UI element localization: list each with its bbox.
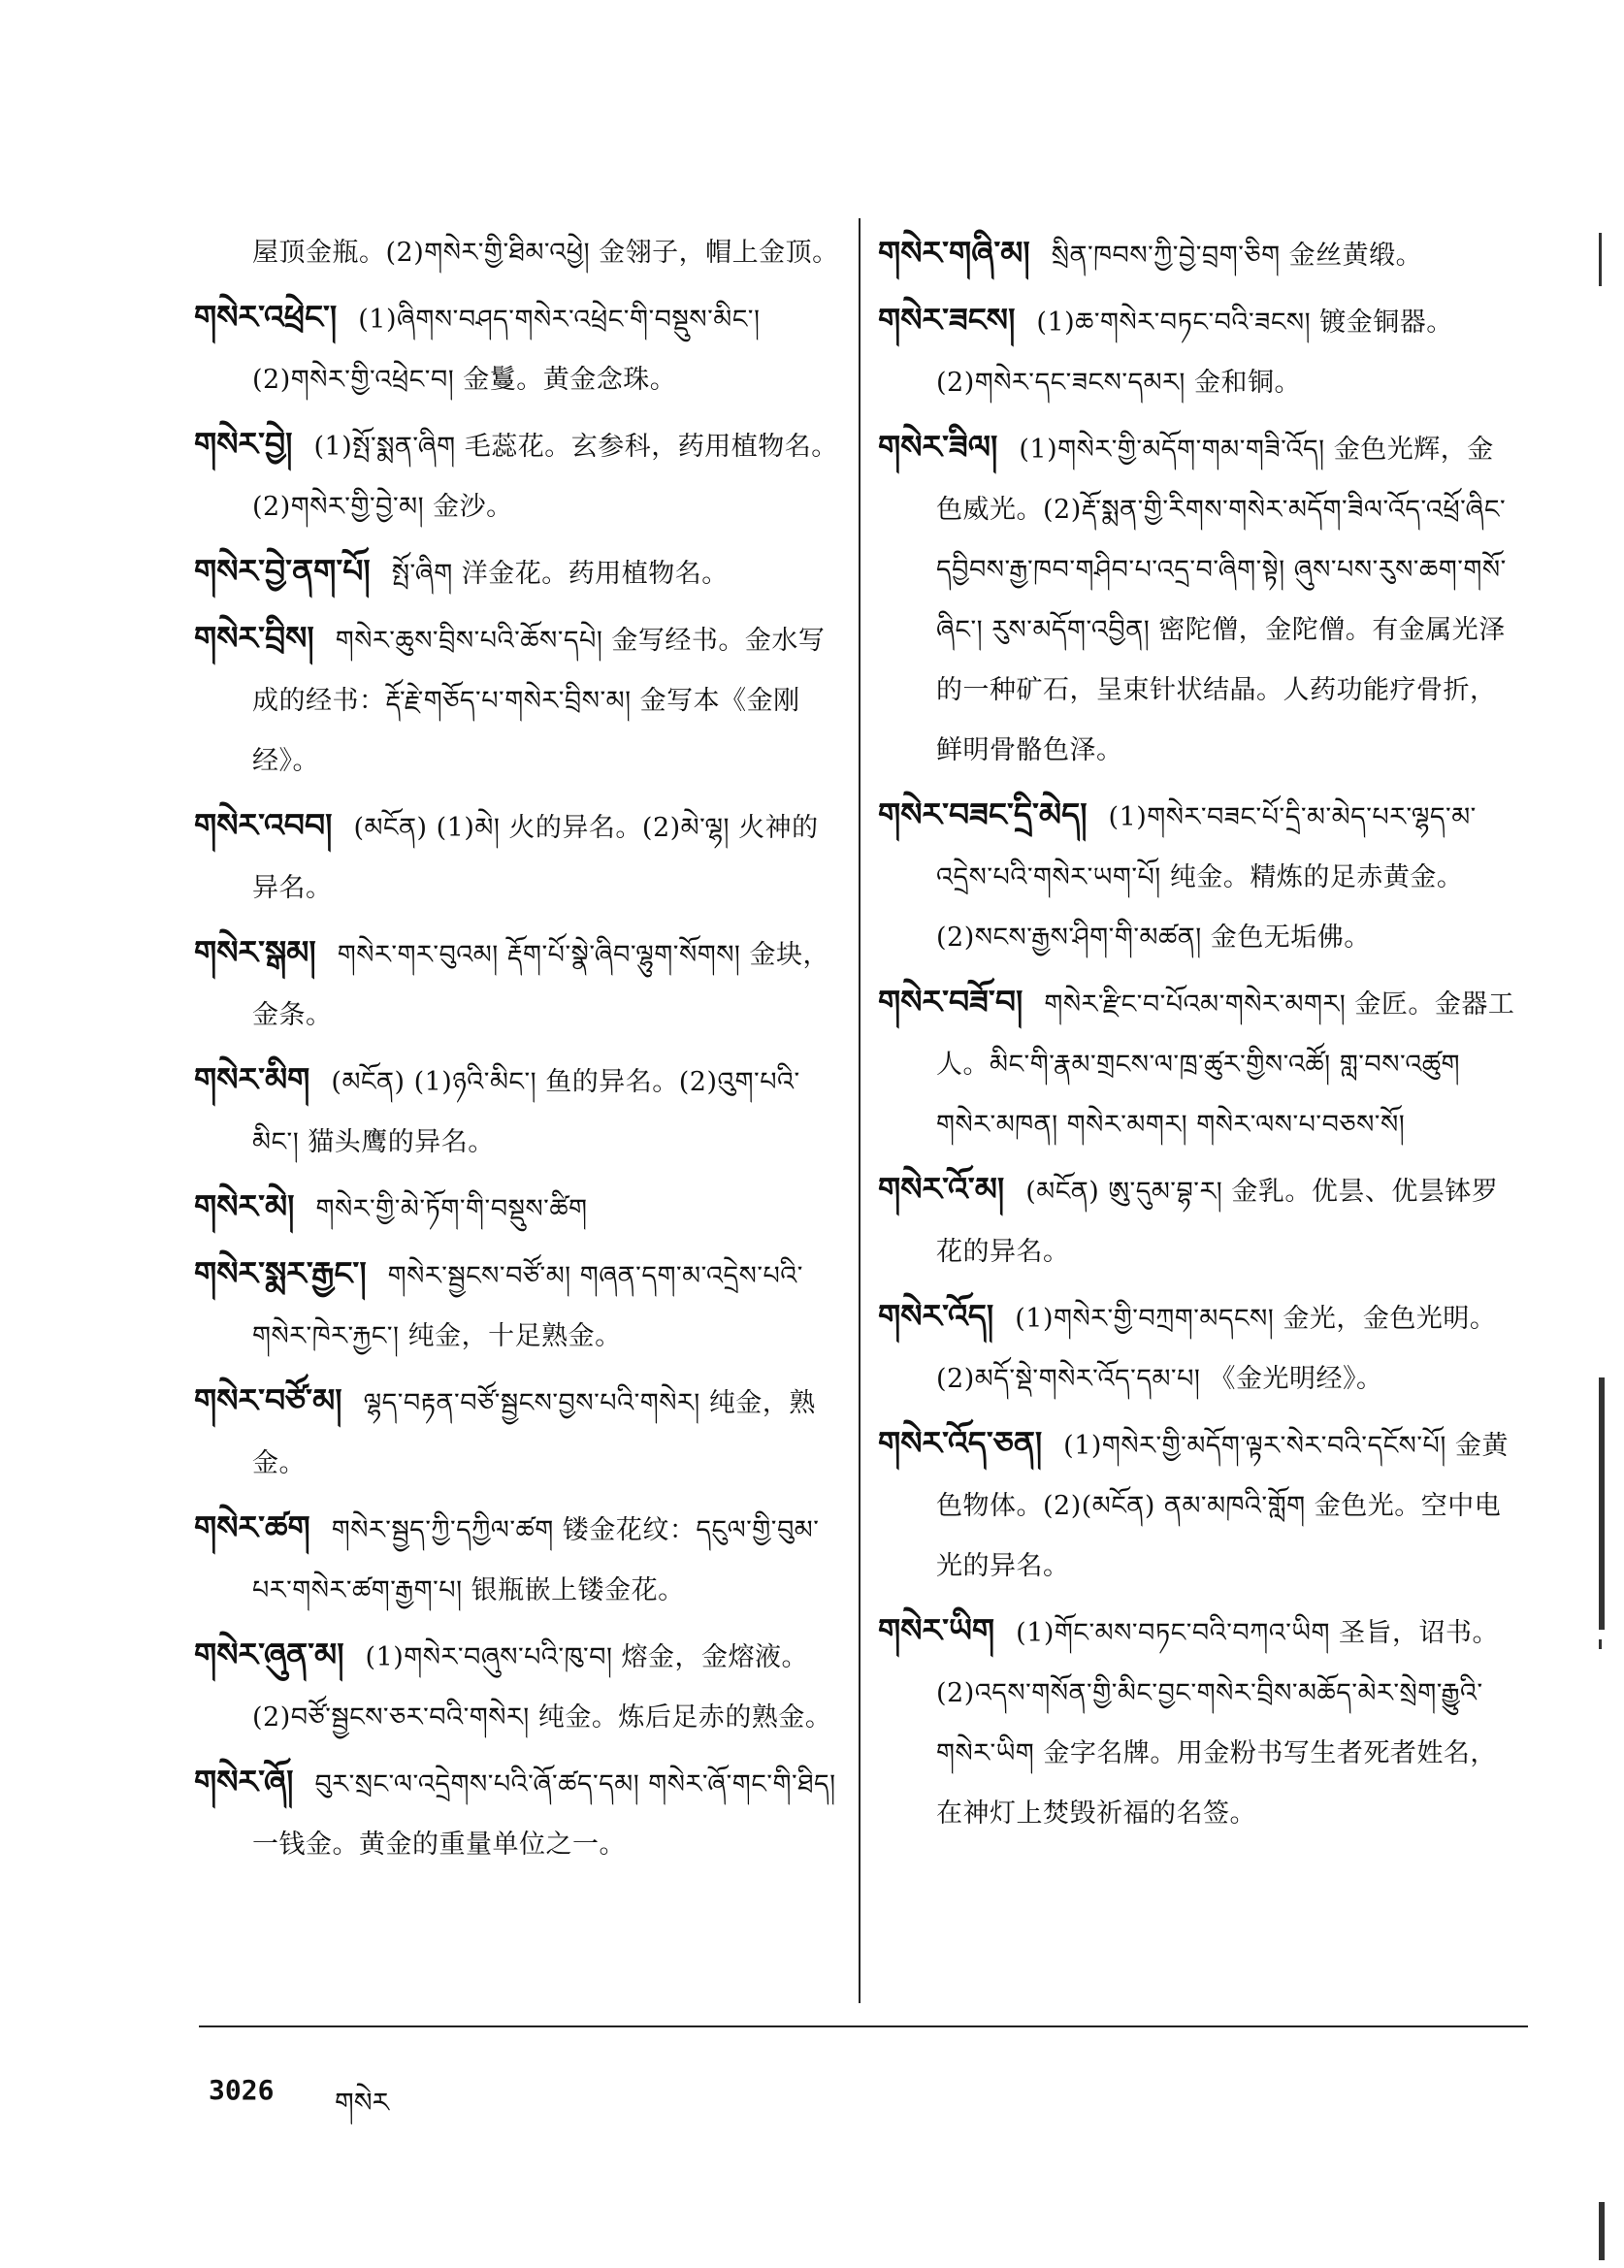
- entry-definition: (1)གསེར་བཞུས་པའི་ཁུ་བ། 熔金，金熔液。(2)བཙོ་སྦྱངས་ཅར་བའི་གསེར། 纯金。炼后足赤的熟金。: [252, 1642, 832, 1733]
- dictionary-entry: [878, 223, 1518, 286]
- entry-definition: སྲིན་ཁབས་ཀྱི་བྱེ་བྲག་ཅིག 金丝黄缎。: [1051, 241, 1423, 271]
- scan-margin-marks: [1585, 0, 1624, 2268]
- entry-definition: (1)གསེར་གྱི་བཀྲག་མདངས། 金光，金色光明。(2)མདོ་སྡེ་གསེར་འོད་དམ་པ། 《金光明经》。: [936, 1304, 1497, 1394]
- entry-definition: སྤོ་ཞིག 洋金花。药用植物名。: [391, 559, 729, 589]
- footer-rule: [199, 2025, 1528, 2027]
- entry-headword: གསེར་བཟང་དྲི་མེད།: [878, 795, 1088, 833]
- entry-headword: གསེར་འོད།: [878, 1297, 994, 1335]
- dictionary-entry: [194, 541, 839, 604]
- entry-headword: གསེར་འོད་ཅན།: [878, 1424, 1043, 1462]
- dictionary-entry: [194, 923, 839, 1046]
- entry-headword: གསེར་ཚག: [194, 1508, 310, 1546]
- dictionary-entry: [878, 417, 1518, 781]
- entry-headword: གསེར་འབབ།: [194, 806, 333, 844]
- entry-definition: གསེར་གར་བུའམ། རྡོག་པོ་སྣེ་ཞིབ་ལྷུག་སོགས། 金块，金条。: [252, 940, 830, 1030]
- entry-definition: (མངོན) (1)མེ། 火的异名。(2)མེ་ལྷ། 火神的异名。: [252, 813, 819, 903]
- entry-definition: གསེར་སྦྱངས་བཙོ་མ། གཞན་དག་མ་འདྲེས་པའི་གསེར་ཁེར་རྐྱང་། 纯金，十足熟金。: [252, 1261, 803, 1351]
- entry-headword: གསེར་ཟིལ།: [878, 428, 998, 466]
- entry-headword: གསེར་འོ་མ།: [878, 1170, 1005, 1208]
- dictionary-entry: [878, 1159, 1518, 1282]
- entry-headword: གསེར་ཡིག: [878, 1611, 995, 1649]
- entry-headword: གསེར་བཟོ་བ།: [878, 983, 1023, 1021]
- entry-headword: གསེར་སྨར་རྒྱང་།: [194, 1254, 367, 1292]
- entry-definition: གསེར་ཆུས་བྲིས་པའི་ཆོས་དཔེ། 金写经书。金水写成的经书：རྡོ་རྗེ་གཅོད་པ་གསེར་བྲིས་མ། 金写本《金刚经》。: [252, 626, 826, 776]
- entry-headword: གསེར་བཙོ་མ།: [194, 1381, 342, 1419]
- entry-headword: གསེར་ཞོ།: [194, 1763, 294, 1800]
- dictionary-entry: [194, 795, 839, 919]
- entry-headword: གསེར་བྱེ།: [194, 425, 293, 463]
- entry-definition: (མངོན) (1)ཉའི་མིང་། 鱼的异名。(2)འུག་པའི་མིང་། 猫头鹰的异名。: [252, 1067, 800, 1157]
- dictionary-entry: [878, 1601, 1518, 1844]
- dictionary-entry: [194, 1050, 839, 1173]
- entry-definition: གསེར་རྫིང་བ་པོའམ་གསེར་མགར། 金匠。金器工人。མིང་གི་རྣམ་གྲངས་ལ་ཁྲ་ཚུར་གྱིས་འཚོ། གླ་བས་འཚུག གསེར་མཁན། གསེར་མགར། གསེར་ལས་པ་བཅས་སོ།: [936, 989, 1515, 1140]
- dictionary-entry: [878, 290, 1518, 413]
- dictionary-entry: [194, 608, 839, 792]
- dictionary-entry: [878, 785, 1518, 968]
- entry-definition: གསེར་སྦྱད་ཀྱི་དཀྱིལ་ཚག 镂金花纹：དངུལ་གྱི་བུམ་པར་གསེར་ཚག་རྒྱག་པ། 银瓶嵌上镂金花。: [252, 1515, 820, 1605]
- dictionary-entry: [194, 1625, 839, 1748]
- entry-headword: གསེར་མེ།: [194, 1187, 295, 1225]
- entry-definition: (1)གསེར་བཟང་པོ་དྲི་མ་མེད་པར་ལྷད་མ་འདྲེས་པའི་གསེར་ཡག་པོ། 纯金。精炼的足赤黄金。(2)སངས་རྒྱས་ཤིག་གི་མཚན། 金色无垢佛。: [936, 802, 1477, 953]
- entry-definition: (1)གསེར་གྱི་མདོག་གམ་གཟི་འོད། 金色光辉，金色威光。(2)རྡོ་སྨན་གྱི་རིགས་གསེར་མདོག་ཟིལ་འོད་འཕྲོ་ཞིང་དབྱིབས་རྒྱ་ཁབ་གཤིབ་པ་འདྲ་བ་ཞིག་སྟེ། ཞུས་པས་རུས་ཆག་གསོ་ཞིང་། རུས་མདོག་འབྱིན། 密陀僧，金陀僧。有金属光泽的一种矿石，呈束针状结晶。人药功能疗骨折，鲜明骨骼色泽。: [936, 435, 1507, 765]
- column-divider: [859, 218, 861, 2003]
- dictionary-entry: [194, 1371, 839, 1494]
- dictionary-entry: [194, 223, 839, 283]
- entry-definition: (1)སྤོ་སྨན་ཞིག 毛蕊花。玄参科，药用植物名。(2)གསེར་གྱི་བྱེ་མ། 金沙。: [252, 432, 838, 522]
- entry-definition: (1)ཆ་གསེར་བཏང་བའི་ཟངས། 镀金铜器。(2)གསེར་དང་ཟངས་དམར། 金和铜。: [936, 308, 1453, 398]
- entry-headword: གསེར་འཕྲེང་།: [194, 298, 338, 336]
- dictionary-entry: [194, 287, 839, 410]
- running-head: གསེར: [335, 2087, 390, 2119]
- entry-headword: གསེར་མིག: [194, 1060, 310, 1098]
- entry-definition: (མངོན) ཨུ་དུམ་བྷ་ར། 金乳。优昙、优昙钵罗花的异名。: [936, 1177, 1499, 1267]
- entry-definition: བུར་སྲང་ལ་འདྲེགས་པའི་ཞོ་ཚད་དམ། གསེར་ཞོ་གང་གི་ཐིད། 一钱金。黄金的重量单位之一。: [252, 1769, 836, 1860]
- entry-definition: (1)ཞིགས་བཤད་གསེར་འཕྲེང་གི་བསྡུས་མིང་། (2)གསེར་གྱི་འཕྲེང་བ། 金鬘。黄金念珠。: [252, 305, 761, 395]
- dictionary-entry: [194, 1498, 839, 1621]
- entry-definition: ལྷད་བརྟན་བཙོ་སྦྱངས་བྱས་པའི་གསེར། 纯金，熟金。: [252, 1388, 816, 1478]
- entry-definition: (1)གོང་མས་བཏང་བའི་བཀའ་ཡིག 圣旨，诏书。(2)འདས་གསོན་གྱི་མིང་བྱང་གསེར་བྲིས་མཆོད་མེར་སྲེག་རྒྱུའི་གསེར་ཡིག 金字名牌。用金粉书写生者死者姓名，在神灯上焚毁祈福的名签。: [936, 1618, 1500, 1829]
- entry-definition: གསེར་གྱི་མེ་ཏོག་གི་བསྡུས་ཚིག: [315, 1194, 588, 1224]
- dictionary-entry: [194, 1244, 839, 1367]
- dictionary-entry: [878, 972, 1518, 1155]
- dictionary-entry: [194, 1177, 839, 1240]
- entry-headword: གསེར་ཟངས།: [878, 301, 1016, 339]
- dictionary-entry: [878, 1413, 1518, 1597]
- entry-headword: གསེར་ཞུན་མ།: [194, 1636, 344, 1673]
- dictionary-entry: [878, 1286, 1518, 1409]
- page-number: 3026: [209, 2074, 275, 2106]
- entry-headword: གསེར་སྒམ།: [194, 933, 316, 971]
- entry-headword: གསེར་བྲིས།: [194, 619, 314, 657]
- dictionary-entry: [194, 1752, 839, 1875]
- entry-headword: གསེར་གཞི་མ།: [878, 234, 1030, 272]
- dictionary-entry: [194, 414, 839, 537]
- right-column: [878, 223, 1518, 1848]
- entry-definition: (1)གསེར་གྱི་མདོག་ལྟར་སེར་བའི་དངོས་པོ། 金黄色物体。(2)(མངོན) ནམ་མཁའི་གློག 金色光。空中电光的异名。: [936, 1431, 1509, 1581]
- entry-definition: 屋顶金瓶。(2)གསེར་གྱི་ཐིམ་འཕྱེ། 金翎子，帽上金顶。: [252, 238, 839, 268]
- left-column: [194, 223, 839, 1879]
- entry-headword: གསེར་བྱེ་ནག་པོ།: [194, 552, 371, 590]
